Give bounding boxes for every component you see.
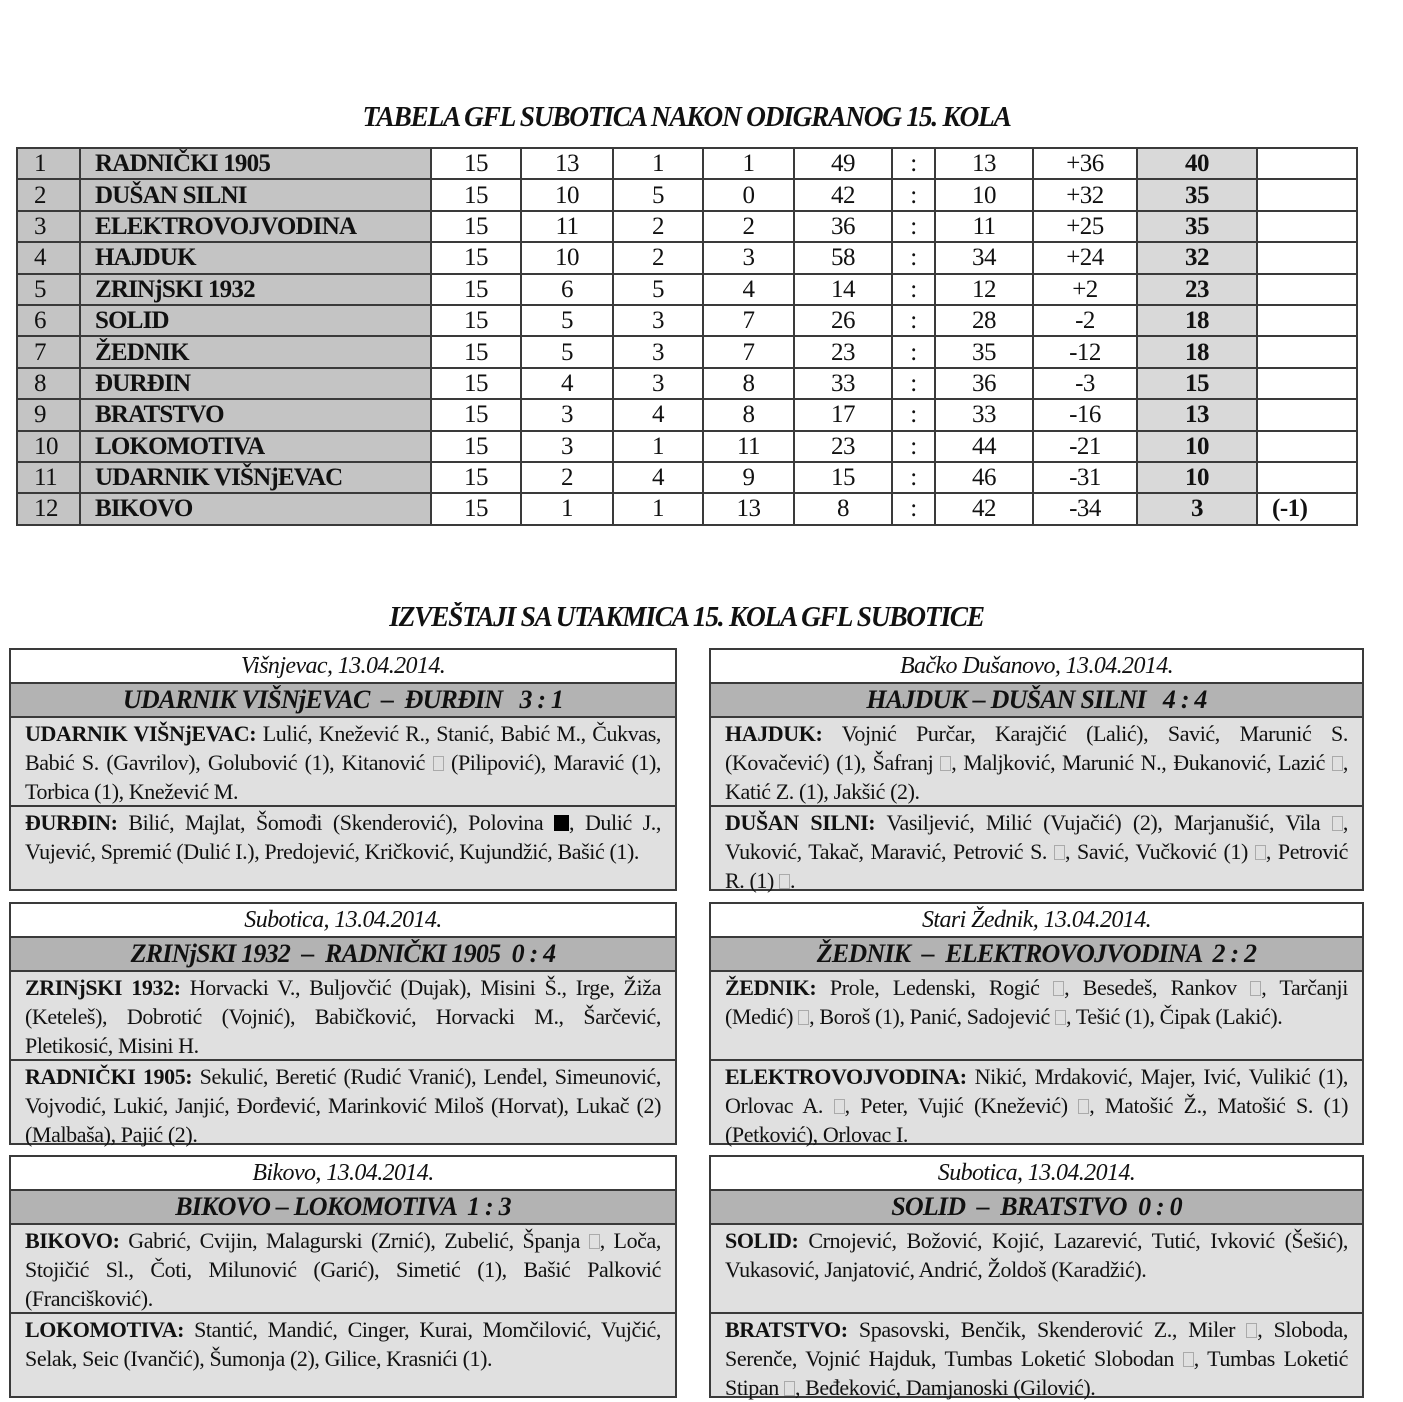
lost-cell: 8 — [703, 399, 794, 430]
drawn-cell: 3 — [613, 336, 703, 367]
lost-cell: 1 — [703, 148, 794, 179]
goals-for-cell: 23 — [794, 431, 892, 462]
goals-against-cell: 33 — [935, 399, 1033, 430]
yellow-card-icon — [1053, 981, 1064, 996]
home-lineup: HAJDUK: Vojnić Purčar, Karajčić (Lalić), Savić, Marunić S. (Kovačević) (1), Šafranj , Maljković, Marunić N., Đukanović, Lazić , Katić Z. (1), Jakšić (2). — [711, 718, 1362, 807]
yellow-card-icon — [779, 874, 790, 889]
points-cell: 10 — [1137, 431, 1257, 462]
match-result: ZRINjSKI 1932 – RADNIČKI 1905 0 : 4 — [11, 938, 675, 972]
won-cell: 13 — [521, 148, 613, 179]
goal-difference-cell: -2 — [1033, 305, 1137, 336]
goal-difference-cell: -31 — [1033, 462, 1137, 493]
won-cell: 10 — [521, 179, 613, 210]
drawn-cell: 5 — [613, 274, 703, 305]
goals-separator: : — [892, 305, 935, 336]
goals-for-cell: 49 — [794, 148, 892, 179]
lost-cell: 7 — [703, 305, 794, 336]
match-venue-date: Subotica, 13.04.2014. — [11, 904, 675, 938]
drawn-cell: 3 — [613, 368, 703, 399]
match-report — [709, 902, 1364, 1145]
home-team-label: HAJDUK: — [725, 721, 823, 746]
position-cell: 12 — [17, 493, 80, 524]
goal-difference-cell: +2 — [1033, 274, 1137, 305]
goals-separator: : — [892, 336, 935, 367]
goals-against-cell: 34 — [935, 242, 1033, 273]
penalty-note-cell — [1257, 336, 1357, 367]
goals-against-cell: 42 — [935, 493, 1033, 524]
yellow-card-icon — [1255, 845, 1266, 860]
lost-cell: 11 — [703, 431, 794, 462]
position-cell: 2 — [17, 179, 80, 210]
drawn-cell: 4 — [613, 399, 703, 430]
won-cell: 3 — [521, 431, 613, 462]
away-team-label: ĐURĐIN: — [25, 810, 118, 835]
penalty-note-cell — [1257, 179, 1357, 210]
team-name-cell: LOKOMOTIVA — [80, 431, 431, 462]
drawn-cell: 3 — [613, 305, 703, 336]
played-cell: 15 — [431, 242, 521, 273]
goal-difference-cell: -34 — [1033, 493, 1137, 524]
won-cell: 1 — [521, 493, 613, 524]
match-report — [9, 902, 677, 1145]
lost-cell: 8 — [703, 368, 794, 399]
yellow-card-icon — [1332, 816, 1343, 831]
goal-difference-cell: +25 — [1033, 211, 1137, 242]
match-report — [9, 1155, 677, 1398]
goals-for-cell: 26 — [794, 305, 892, 336]
won-cell: 3 — [521, 399, 613, 430]
home-lineup: ZRINjSKI 1932: Horvacki V., Buljovčić (Dujak), Misini Š., Irge, Žiža (Keteleš), Dobrotić (Vojnić), Babičković, Horvacki M., Šarčević, Pletikosić, Misini H. — [11, 972, 675, 1061]
team-name-cell: BIKOVO — [80, 493, 431, 524]
penalty-note-cell — [1257, 462, 1357, 493]
yellow-card-icon — [1332, 756, 1343, 771]
match-venue-date: Subotica, 13.04.2014. — [711, 1157, 1362, 1191]
position-cell: 6 — [17, 305, 80, 336]
home-lineup: SOLID: Crnojević, Božović, Kojić, Lazarević, Tutić, Ivković (Šešić), Vukasović, Janjatović, Andrić, Žoldoš (Karadžić). — [711, 1225, 1362, 1314]
played-cell: 15 — [431, 462, 521, 493]
home-lineup: UDARNIK VIŠNjEVAC: Lulić, Knežević R., Stanić, Babić M., Čukvas, Babić S. (Gavrilov), Golubović (1), Kitanović (Pilipović), Maravić (1), Torbica (1), Knežević M. — [11, 718, 675, 807]
yellow-card-icon — [1078, 1099, 1089, 1114]
team-name-cell: HAJDUK — [80, 242, 431, 273]
yellow-card-icon — [798, 1010, 809, 1025]
goals-against-cell: 13 — [935, 148, 1033, 179]
goals-separator: : — [892, 211, 935, 242]
drawn-cell: 1 — [613, 431, 703, 462]
standings-row — [17, 211, 1357, 242]
standings-row — [17, 493, 1357, 524]
lost-cell: 2 — [703, 211, 794, 242]
points-cell: 35 — [1137, 179, 1257, 210]
yellow-card-icon — [1055, 1010, 1066, 1025]
goals-for-cell: 33 — [794, 368, 892, 399]
goals-for-cell: 23 — [794, 336, 892, 367]
played-cell: 15 — [431, 368, 521, 399]
team-name-cell: ĐURĐIN — [80, 368, 431, 399]
standings-title: TABELA GFL SUBOTICA NAKON ODIGRANOG 15. KOLA — [362, 102, 1011, 133]
goals-separator: : — [892, 274, 935, 305]
goals-separator: : — [892, 431, 935, 462]
team-name-cell: UDARNIK VIŠNjEVAC — [80, 462, 431, 493]
match-venue-date: Bačko Dušanovo, 13.04.2014. — [711, 650, 1362, 684]
points-cell: 10 — [1137, 462, 1257, 493]
goals-for-cell: 58 — [794, 242, 892, 273]
goals-separator: : — [892, 368, 935, 399]
points-cell: 40 — [1137, 148, 1257, 179]
standings-row — [17, 305, 1357, 336]
away-lineup: DUŠAN SILNI: Vasiljević, Milić (Vujačić) (2), Marjanušić, Vila , Vuković, Takač, Maravić, Petrović S. , Savić, Vučković (1) , Petrović R. (1) . — [725, 810, 1348, 893]
won-cell: 4 — [521, 368, 613, 399]
away-lineup: ELEKTROVOJVODINA: Nikić, Mrdaković, Majer, Ivić, Vulikić (1), Orlovac A. , Peter, Vujić (Knežević) , Matošić Ž., Matošić S. (1) (Petković), Orlovac I. — [725, 1064, 1348, 1147]
lost-cell: 9 — [703, 462, 794, 493]
penalty-note-cell — [1257, 399, 1357, 430]
lost-cell: 13 — [703, 493, 794, 524]
goals-against-cell: 44 — [935, 431, 1033, 462]
goal-difference-cell: +36 — [1033, 148, 1137, 179]
drawn-cell: 1 — [613, 148, 703, 179]
goals-for-cell: 14 — [794, 274, 892, 305]
match-venue-date: Bikovo, 13.04.2014. — [11, 1157, 675, 1191]
away-team-label: BRATSTVO: — [725, 1317, 848, 1342]
away-lineup: BRATSTVO: Spasovski, Benčik, Skenderović Z., Miler , Sloboda, Serenče, Vojnić Hajduk, Tumbas Loketić Slobodan , Tumbas Loketić Stipan , Beđeković, Damjanoski (Gilović). — [725, 1317, 1349, 1400]
goal-difference-cell: +32 — [1033, 179, 1137, 210]
match-result: ŽEDNIK – ELEKTROVOJVODINA 2 : 2 — [711, 938, 1362, 972]
yellow-card-icon — [433, 756, 444, 771]
away-team-label: DUŠAN SILNI: — [725, 810, 876, 835]
goal-difference-cell: +24 — [1033, 242, 1137, 273]
team-name-cell: RADNIČKI 1905 — [80, 148, 431, 179]
team-name-cell: DUŠAN SILNI — [80, 179, 431, 210]
position-cell: 10 — [17, 431, 80, 462]
goals-against-cell: 11 — [935, 211, 1033, 242]
won-cell: 6 — [521, 274, 613, 305]
away-team-label: RADNIČKI 1905: — [25, 1064, 193, 1089]
drawn-cell: 5 — [613, 179, 703, 210]
goal-difference-cell: -3 — [1033, 368, 1137, 399]
goals-separator: : — [892, 242, 935, 273]
team-name-cell: ŽEDNIK — [80, 336, 431, 367]
penalty-note-cell — [1257, 211, 1357, 242]
penalty-note-cell — [1257, 431, 1357, 462]
away-lineup: ĐURĐIN: Bilić, Majlat, Šomođi (Skenderović), Polovina , Dulić J., Vujević, Spremić (Dulić I.), Predojević, Kričković, Kujundžić, Bašić (1). — [25, 810, 661, 864]
yellow-card-icon — [589, 1234, 600, 1249]
away-team-label: LOKOMOTIVA: — [25, 1317, 184, 1342]
penalty-note-cell: (-1) — [1257, 493, 1357, 524]
won-cell: 10 — [521, 242, 613, 273]
yellow-card-icon — [834, 1099, 845, 1114]
goals-separator: : — [892, 179, 935, 210]
yellow-card-icon — [1183, 1352, 1194, 1367]
standings-row — [17, 336, 1357, 367]
standings-table — [16, 147, 1358, 526]
position-cell: 9 — [17, 399, 80, 430]
penalty-note-cell — [1257, 368, 1357, 399]
goals-separator: : — [892, 148, 935, 179]
team-name-cell: ZRINjSKI 1932 — [80, 274, 431, 305]
played-cell: 15 — [431, 336, 521, 367]
goals-separator: : — [892, 462, 935, 493]
goals-for-cell: 42 — [794, 179, 892, 210]
goals-separator: : — [892, 399, 935, 430]
played-cell: 15 — [431, 305, 521, 336]
goals-against-cell: 12 — [935, 274, 1033, 305]
points-cell: 35 — [1137, 211, 1257, 242]
position-cell: 8 — [17, 368, 80, 399]
goals-against-cell: 46 — [935, 462, 1033, 493]
match-result: UDARNIK VIŠNjEVAC – ĐURĐIN 3 : 1 — [11, 684, 675, 718]
goals-for-cell: 8 — [794, 493, 892, 524]
home-team-label: SOLID: — [725, 1228, 799, 1253]
played-cell: 15 — [431, 211, 521, 242]
standings-row — [17, 462, 1357, 493]
match-result: BIKOVO – LOKOMOTIVA 1 : 3 — [11, 1191, 675, 1225]
drawn-cell: 2 — [613, 242, 703, 273]
match-report — [709, 1155, 1364, 1398]
drawn-cell: 1 — [613, 493, 703, 524]
team-name-cell: BRATSTVO — [80, 399, 431, 430]
won-cell: 2 — [521, 462, 613, 493]
standings-row — [17, 148, 1357, 179]
match-report — [9, 648, 677, 891]
goal-difference-cell: -12 — [1033, 336, 1137, 367]
match-venue-date: Stari Žednik, 13.04.2014. — [711, 904, 1362, 938]
goal-difference-cell: -21 — [1033, 431, 1137, 462]
yellow-card-icon — [1250, 981, 1261, 996]
points-cell: 15 — [1137, 368, 1257, 399]
home-team-label: ZRINjSKI 1932: — [25, 975, 181, 1000]
points-cell: 3 — [1137, 493, 1257, 524]
yellow-card-icon — [784, 1381, 795, 1396]
drawn-cell: 4 — [613, 462, 703, 493]
team-name-cell: ELEKTROVOJVODINA — [80, 211, 431, 242]
won-cell: 11 — [521, 211, 613, 242]
points-cell: 18 — [1137, 336, 1257, 367]
team-name-cell: SOLID — [80, 305, 431, 336]
match-result: SOLID – BRATSTVO 0 : 0 — [711, 1191, 1362, 1225]
penalty-note-cell — [1257, 148, 1357, 179]
goal-difference-cell: -16 — [1033, 399, 1137, 430]
lost-cell: 4 — [703, 274, 794, 305]
penalty-note-cell — [1257, 305, 1357, 336]
played-cell: 15 — [431, 493, 521, 524]
home-team-label: ŽEDNIK: — [725, 975, 817, 1000]
home-lineup: BIKOVO: Gabrić, Cvijin, Malagurski (Zrnić), Zubelić, Španja , Loča, Stojičić Sl., Čoti, Milunović (Garić), Simetić (1), Bašić Palković (Francišković). — [11, 1225, 675, 1314]
position-cell: 4 — [17, 242, 80, 273]
goals-against-cell: 28 — [935, 305, 1033, 336]
won-cell: 5 — [521, 305, 613, 336]
played-cell: 15 — [431, 431, 521, 462]
goals-separator: : — [892, 493, 935, 524]
position-cell: 7 — [17, 336, 80, 367]
lost-cell: 0 — [703, 179, 794, 210]
lost-cell: 7 — [703, 336, 794, 367]
played-cell: 15 — [431, 179, 521, 210]
drawn-cell: 2 — [613, 211, 703, 242]
standings-row — [17, 242, 1357, 273]
match-venue-date: Višnjevac, 13.04.2014. — [11, 650, 675, 684]
away-team-label: ELEKTROVOJVODINA: — [725, 1064, 967, 1089]
yellow-card-icon — [940, 756, 951, 771]
goals-against-cell: 10 — [935, 179, 1033, 210]
yellow-card-icon — [1246, 1323, 1257, 1338]
goals-for-cell: 36 — [794, 211, 892, 242]
goals-against-cell: 36 — [935, 368, 1033, 399]
home-team-label: BIKOVO: — [25, 1228, 120, 1253]
lost-cell: 3 — [703, 242, 794, 273]
away-lineup: RADNIČKI 1905: Sekulić, Beretić (Rudić Vranić), Lenđel, Simeunović, Vojvodić, Lukić, Janjić, Đorđević, Marinković Miloš (Horvat), Lukač (2) (Malbaša), Pajić (2). — [25, 1064, 661, 1147]
points-cell: 18 — [1137, 305, 1257, 336]
goals-against-cell: 35 — [935, 336, 1033, 367]
penalty-note-cell — [1257, 242, 1357, 273]
standings-row — [17, 368, 1357, 399]
yellow-card-icon — [1054, 845, 1065, 860]
played-cell: 15 — [431, 148, 521, 179]
match-report — [709, 648, 1364, 891]
points-cell: 13 — [1137, 399, 1257, 430]
played-cell: 15 — [431, 274, 521, 305]
standings-row — [17, 399, 1357, 430]
won-cell: 5 — [521, 336, 613, 367]
played-cell: 15 — [431, 399, 521, 430]
standings-row — [17, 274, 1357, 305]
standings-row — [17, 179, 1357, 210]
away-lineup: LOKOMOTIVA: Stantić, Mandić, Cinger, Kurai, Momčilović, Vujčić, Selak, Seic (Ivančić), Šumonja (2), Gilice, Krasnići (1). — [25, 1317, 661, 1371]
goals-for-cell: 15 — [794, 462, 892, 493]
penalty-note-cell — [1257, 274, 1357, 305]
points-cell: 32 — [1137, 242, 1257, 273]
match-result: HAJDUK – DUŠAN SILNI 4 : 4 — [711, 684, 1362, 718]
red-card-icon — [554, 815, 569, 831]
points-cell: 23 — [1137, 274, 1257, 305]
standings-row — [17, 431, 1357, 462]
home-lineup: ŽEDNIK: Prole, Ledenski, Rogić , Besedeš, Rankov , Tarčanji (Medić) , Boroš (1), Panić, Sadojević , Tešić (1), Čipak (Lakić). — [711, 972, 1362, 1061]
home-team-label: UDARNIK VIŠNjEVAC: — [25, 721, 257, 746]
goals-for-cell: 17 — [794, 399, 892, 430]
reports-title: IZVEŠTAJI SA UTAKMICA 15. KOLA GFL SUBOTICE — [389, 602, 984, 633]
position-cell: 5 — [17, 274, 80, 305]
position-cell: 1 — [17, 148, 80, 179]
position-cell: 3 — [17, 211, 80, 242]
position-cell: 11 — [17, 462, 80, 493]
